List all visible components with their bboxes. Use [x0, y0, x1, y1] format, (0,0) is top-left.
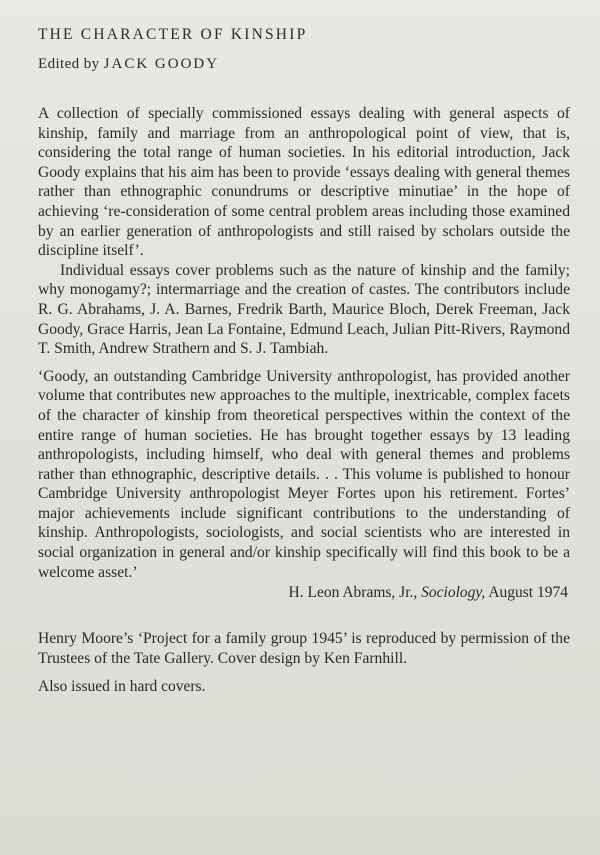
editor-line [38, 54, 570, 74]
review-journal: Sociology, [421, 584, 486, 602]
edited-by-label: Edited by [38, 56, 100, 72]
review-quote: ‘Goody, an outstanding Cambridge University anthropologist, has provided another volume that contributes new approaches to the multiple, inextricable, complex facets of the character of kinship from theoretical perspectives within the context of the entire range of human societies. He has brought together essays by 13 leading anthropologists, including himself, who deal with general themes and problems rather than ethnographic, descriptive details. . . This volume is published to honour Cambridge University anthropologist Meyer Fortes upon his retirement. Fortes’ major achievements include significant contributions to the understanding of kinship. Anthropologists, sociologists, and social scientists who are interested in social organization in general and/or kinship specifically will find this book to be a welcome asset.’ [38, 367, 570, 581]
description-paragraph-1: A collection of specially commissioned essays dealing with general aspects of kinship, family and marriage from an anthropological point of view, that is, considering the total range of human societies. In his editorial introduction, Jack Goody explains that his aim has been to provide ‘essays dealing with general themes rather than ethnographic conundrums or descriptive minutiae’ in the hope of achieving ‘re-consideration of some central problem areas including those examined by an earlier generation of anthropologists and still raised by scholars outside the discipline itself’. [38, 105, 570, 260]
reviewer-name: H. Leon Abrams, Jr., [288, 584, 418, 602]
review-date: August 1974 [488, 584, 568, 602]
description-paragraph-2: Individual essays cover problems such as the nature of kinship and the family; why monogamy?; intermarriage and the creation of castes. The contributors include R. G. Abrahams, J. A. Barnes, Fredrik Barth, Maurice Bloch, Derek Freeman, Jack Goody, Grace Harris, Jean La Fontaine, Edmund Leach, Julian Pitt-Rivers, Raymond T. Smith, Andrew Strathern and S. J. Tambiah. [38, 261, 570, 358]
editor-name: JACK GOODY [103, 56, 220, 72]
book-title: THE CHARACTER OF KINSHIP [38, 26, 308, 43]
hardcover-note: Also issued in hard covers. [38, 678, 206, 696]
review-attribution [38, 583, 570, 603]
cover-credit: Henry Moore’s ‘Project for a family group 1945’ is reproduced by permission of the Trustees of the Tate Gallery. Cover design by Ken Farnhill. [38, 630, 570, 667]
